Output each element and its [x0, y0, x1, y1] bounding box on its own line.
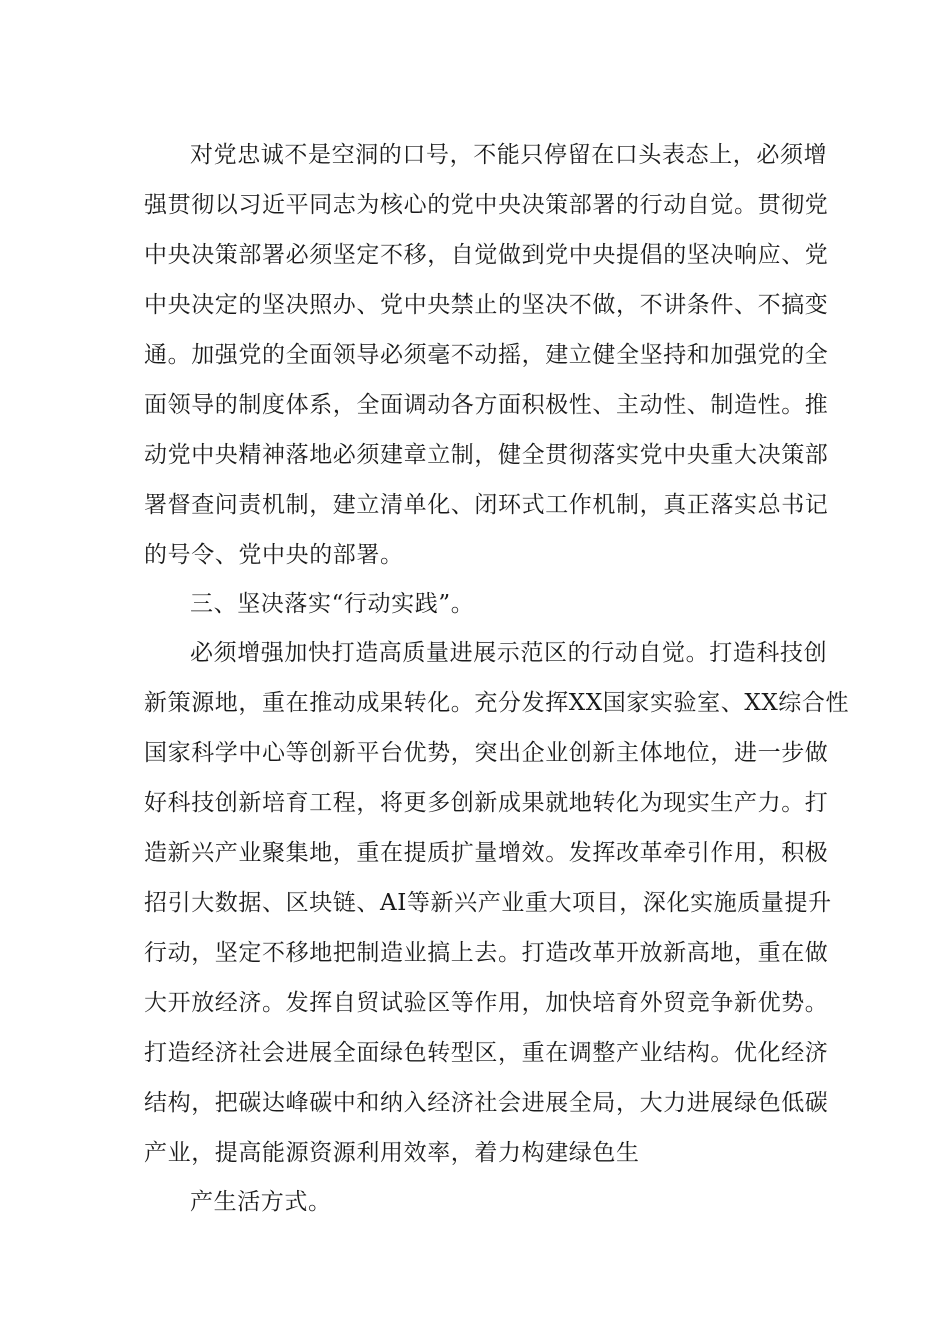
paragraph-1-line-6: 面领导的制度体系，全面调动各方面积极性、主动性、制造性。推	[144, 392, 829, 418]
paragraph-2-line-7: 行动，坚定不移地把制造业搞上去。打造改革开放新高地，重在做	[144, 940, 829, 966]
paragraph-2-line-2: 新策源地，重在推动成果转化。充分发挥XX国家实验室、XX综合性	[144, 690, 850, 716]
paragraph-2-line-1: 必须增强加快打造高质量进展示范区的行动自觉。打造科技创	[190, 640, 828, 666]
paragraph-2-line-8: 大开放经济。发挥自贸试验区等作用，加快培育外贸竞争新优势。	[144, 990, 829, 1016]
paragraph-1-line-3: 中央决策部署必须坚定不移，自觉做到党中央提倡的坚决响应、党	[144, 242, 829, 268]
paragraph-2-line-11: 产业，提高能源资源利用效率，着力构建绿色生	[144, 1140, 640, 1166]
paragraph-1-line-2: 强贯彻以习近平同志为核心的党中央决策部署的行动自觉。贯彻党	[144, 192, 829, 218]
paragraph-2-line-6: 招引大数据、区块链、AI等新兴产业重大项目，深化实施质量提升	[144, 890, 832, 916]
paragraph-2-line-4: 好科技创新培育工程，将更多创新成果就地转化为现实生产力。打	[144, 790, 829, 816]
paragraph-2-line-5: 造新兴产业聚集地，重在提质扩量增效。发挥改革牵引作用，积极	[144, 840, 829, 866]
section-heading: 三、坚决落实“行动实践”。	[190, 591, 475, 617]
paragraph-2-line-10: 结构，把碳达峰碳中和纳入经济社会进展全局，大力进展绿色低碳	[144, 1090, 829, 1116]
paragraph-2-line-9: 打造经济社会进展全面绿色转型区，重在调整产业结构。优化经济	[144, 1040, 829, 1066]
paragraph-2-line-3: 国家科学中心等创新平台优势，突出企业创新主体地位，进一步做	[144, 740, 829, 766]
paragraph-3-line-1: 产生活方式。	[190, 1189, 332, 1215]
paragraph-1-line-4: 中央决定的坚决照办、党中央禁止的坚决不做，不讲条件、不搞变	[144, 292, 829, 318]
paragraph-1-line-9: 的号令、党中央的部署。	[144, 542, 404, 568]
paragraph-1-line-8: 署督查问责机制，建立清单化、闭环式工作机制，真正落实总书记	[144, 492, 829, 518]
paragraph-1-line-5: 通。加强党的全面领导必须毫不动摇，建立健全坚持和加强党的全	[144, 342, 829, 368]
paragraph-1-line-7: 动党中央精神落地必须建章立制，健全贯彻落实党中央重大决策部	[144, 442, 829, 468]
paragraph-1-line-1: 对党忠诚不是空洞的口号，不能只停留在口头表态上，必须增	[190, 142, 828, 168]
